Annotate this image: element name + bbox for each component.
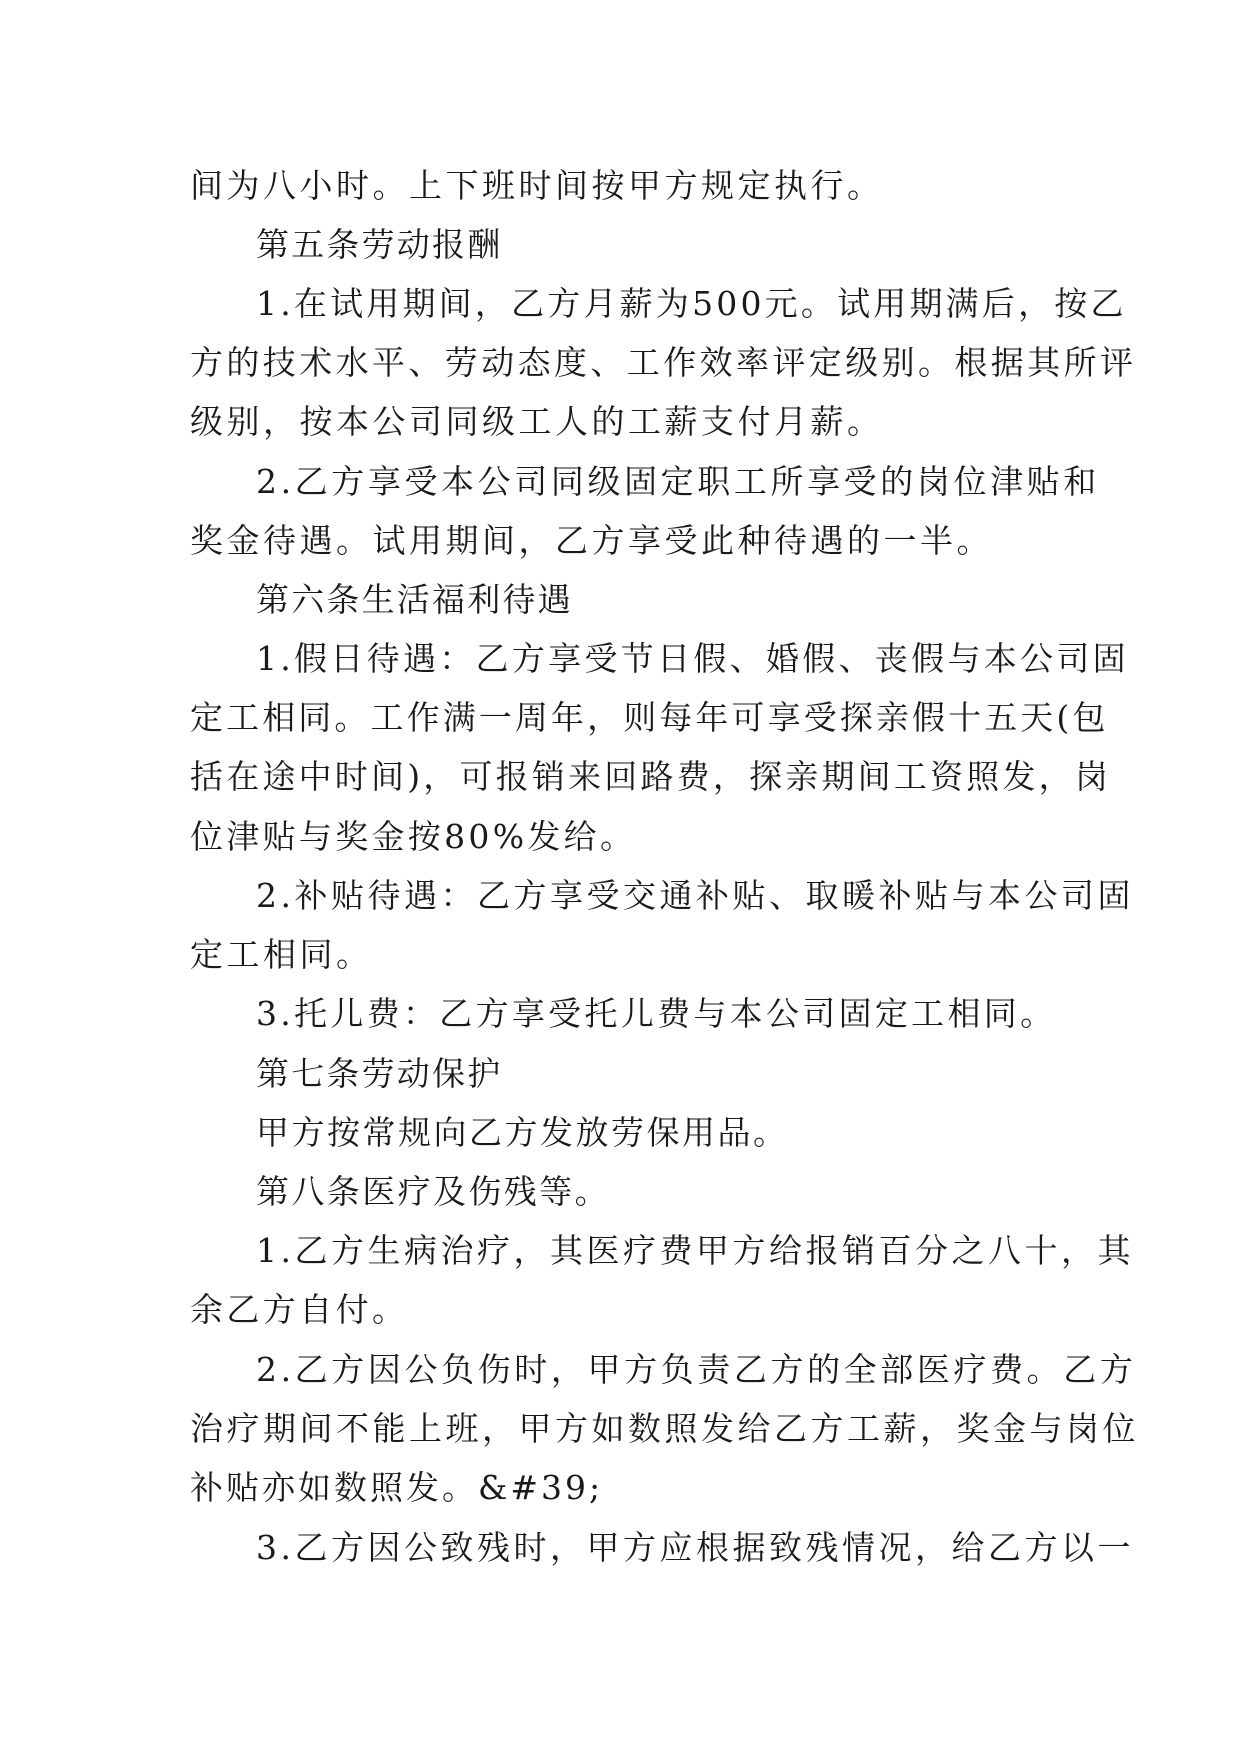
body-text-line: 补贴亦如数照发。&#39; [190,1468,604,1507]
body-text-line: 2.乙方因公负伤时，甲方负责乙方的全部医疗费。乙方 [256,1350,1137,1389]
body-text-line: 3.托儿费：乙方享受托儿费与本公司固定工相同。 [256,994,1057,1033]
body-text-line: 甲方按常规向乙方发放劳保用品。 [256,1113,789,1152]
body-text-line: 括在途中时间)，可报销来回路费，探亲期间工资照发，岗 [190,757,1112,796]
body-text-line: 1.假日待遇：乙方享受节日假、婚假、丧假与本公司固 [256,639,1129,678]
article-heading: 第六条生活福利待遇 [256,580,573,619]
body-text-line: 2.补贴待遇：乙方享受交通补贴、取暖补贴与本公司固 [256,876,1134,915]
body-text-line: 1.乙方生病治疗，其医疗费甲方给报销百分之八十，其 [256,1231,1134,1270]
body-text-line: 定工相同。工作满一周年，则每年可享受探亲假十五天(包 [190,698,1109,737]
article-heading: 第八条医疗及伤残等。 [256,1172,610,1211]
body-text-line: 2.乙方享受本公司同级固定职工所享受的岗位津贴和 [256,462,1100,501]
body-text-line: 治疗期间不能上班，甲方如数照发给乙方工薪，奖金与岗位 [190,1409,1139,1448]
body-text-line: 位津贴与奖金按80%发给。 [190,817,637,856]
body-text-line: 3.乙方因公致残时，甲方应根据致残情况，给乙方以一 [256,1528,1134,1567]
body-text-line: 方的技术水平、劳动态度、工作效率评定级别。根据其所评 [190,343,1137,382]
body-text-line: 级别，按本公司同级工人的工薪支付月薪。 [190,402,884,441]
article-heading: 第七条劳动保护 [256,1054,503,1093]
article-heading: 第五条劳动报酬 [256,225,503,264]
body-text-line: 余乙方自付。 [190,1290,409,1329]
body-text-line: 奖金待遇。试用期间，乙方享受此种待遇的一半。 [190,521,993,560]
body-text-line: 间为八小时。上下班时间按甲方规定执行。 [190,166,884,205]
body-text-line: 定工相同。 [190,935,373,974]
body-text-line: 1.在试用期间，乙方月薪为500元。试用期满后，按乙 [256,284,1127,323]
